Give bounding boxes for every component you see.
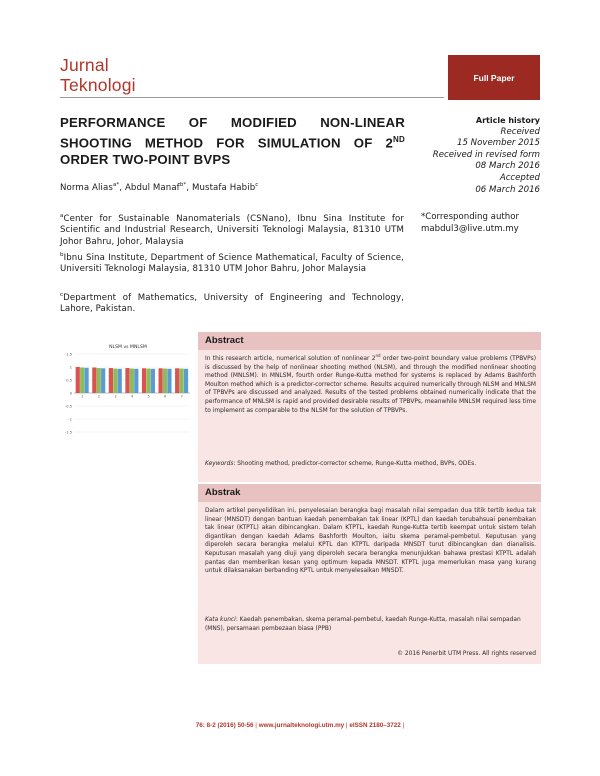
affiliation-mark: a — [60, 213, 64, 219]
chart-y-tick-label: 0 — [69, 391, 72, 396]
chart-x-tick-label: 5 — [147, 394, 150, 399]
chart-bar — [175, 368, 179, 393]
chart-x-tick-label: 7 — [180, 394, 183, 399]
footer-website[interactable]: www.jurnalteknologi.utm.my — [258, 722, 345, 729]
affiliation-mark: c — [60, 292, 64, 298]
chart-bar — [130, 369, 134, 393]
footer-issn: eISSN 2180–3722 — [349, 722, 401, 729]
journal-name-line1: Jurnal — [60, 55, 109, 75]
page-footer: 76: 8-2 (2016) 50-56 | www.jurnalteknologi.utm.my | eISSN 2180–3722 | — [195, 722, 405, 729]
affiliation-mark: b — [60, 252, 64, 258]
affiliation — [60, 290, 404, 316]
author-mark: a* — [112, 182, 120, 188]
chart-bar — [163, 369, 167, 393]
chart-bar — [113, 369, 117, 393]
abstrak-heading: Abstrak — [205, 487, 241, 498]
chart-bar — [159, 368, 163, 393]
affiliation-text: Center for Sustainable Nanomaterials (CSNano), Ibnu Sina Institute for Scientific and Industrial Research, Universiti Teknologi Malaysia, 81310 UTM Johor Bahru, Johor, Malaysia — [60, 213, 404, 248]
received-label: Received — [500, 126, 540, 137]
abstrak-header — [198, 484, 541, 502]
title-superscript: ND — [393, 135, 405, 144]
accepted-date: 06 March 2016 — [475, 184, 540, 195]
chart-bar — [125, 368, 129, 393]
abstract-superscript: nd — [375, 353, 381, 358]
header-divider — [60, 97, 444, 98]
author-mark: b* — [179, 182, 187, 188]
chart-bar — [142, 368, 146, 393]
received-date: 15 November 2015 — [457, 138, 540, 149]
keywords-text: : Shooting method, predictor-corrector scheme, Runge-Kutta method, BVPs, ODEs. — [233, 461, 477, 467]
chart-x-tick-label: 2 — [97, 394, 100, 399]
chart-bar — [80, 368, 84, 393]
chart-bar — [167, 369, 171, 393]
corresponding-email[interactable]: mabdul3@live.utm.my — [421, 223, 519, 234]
revised-label: Received in revised form — [432, 149, 540, 160]
chart-bar — [101, 368, 105, 393]
accepted-label: Accepted — [499, 172, 540, 183]
chart-y-tick-label: 1.5 — [66, 352, 72, 357]
affiliation-text: Department of Mathematics, University of Engineering and Technology, Lahore, Pakistan. — [60, 292, 404, 315]
chart-y-tick-label: -0.5 — [64, 404, 72, 409]
chart-x-tick-label: 1 — [81, 394, 84, 399]
chart-bar — [146, 369, 150, 393]
keywords-label: Keywords — [205, 461, 234, 467]
paper-title — [60, 114, 405, 168]
abstract-text-part2: order two-point boundary value problems (TPBVPs) is discussed by the help of nonlinear shooting method (NLSM), and through the modified nonlinear shooting method (MNLSM). In MNLSM, fourth order Runge-Kutta method for systems is replaced by Adams Bashforth Moulton method which is a predictor-corrector scheme. Results acquired numerically through NLSM and MNLSM of TPBVPs are discussed and analyzed. Results of the tested problems obtained numerically indicate that the performance of MNLSM is rapid and provided desirable results of TPBVPs, meanwhile MNLSM required less time to implement as comparable to the NLSM for the solution of TPBVPs. — [205, 355, 536, 414]
title-main: PERFORMANCE OF MODIFIED NON-LINEAR SHOOTING METHOD FOR SIMULATION OF 2 — [60, 115, 405, 151]
abstract-header — [198, 332, 541, 350]
chart-x-tick-label: 6 — [164, 394, 167, 399]
chart-y-tick-label: -1 — [68, 417, 72, 422]
chart-y-tick-label: 1 — [69, 365, 72, 370]
chart-x-tick-label: 3 — [114, 394, 117, 399]
journal-name — [60, 55, 136, 95]
abstract-text-part1: In this research article, numerical solution of nonlinear 2 — [205, 355, 376, 362]
chart-title: NLSM vs MNLSM — [109, 345, 147, 350]
abstract-keywords — [205, 460, 536, 469]
chart-bar — [151, 369, 155, 393]
corresponding-author — [421, 212, 546, 235]
chart-y-tick-label: -1.5 — [64, 430, 72, 435]
corresponding-label: *Corresponding author — [421, 212, 520, 222]
author-name: Abdul Manaf — [124, 182, 180, 193]
graphical-abstract-chart — [60, 340, 196, 440]
article-history — [400, 115, 540, 196]
history-heading: Article history — [475, 116, 540, 125]
footer-citation: 76: 8-2 (2016) 50-56 — [195, 722, 254, 729]
chart-y-tick-label: 0.5 — [66, 378, 72, 383]
kata-kunci-label: Kata kunci — [205, 617, 236, 623]
author-name: Norma Alias — [60, 182, 113, 193]
chart-bar — [109, 368, 113, 393]
copyright-notice: © 2016 Penerbit UTM Press. All rights reserved — [397, 651, 536, 657]
kata-kunci-text: : Kaedah penembakan, skema peramal-pembetul, kaedah Runge-Kutta, masalah nilai sempadan (MNS), persamaan pembezaan biasa (PPB) — [205, 617, 521, 632]
chart-x-tick-label: 4 — [130, 394, 134, 399]
chart-bar — [97, 368, 101, 393]
affiliation — [60, 250, 404, 276]
abstrak-keywords — [205, 616, 536, 633]
affiliation-text: Ibnu Sina Institute, Department of Science Mathematical, Faculty of Science, Universiti Teknologi Malaysia, 81310 UTM Johor Bahru, Johor Malaysia — [60, 252, 404, 275]
author-name: Mustafa Habib — [191, 182, 256, 193]
paper-type-badge: Full Paper — [448, 55, 540, 100]
affiliation — [60, 211, 404, 249]
chart-bar — [92, 368, 96, 393]
abstrak-text: Dalam artikel penyelidikan ini, penyelesaian berangka bagi masalah nilai sempadan dua titik tertib kedua tak linear (MNSDT) dengan bantuan kaedah penembakan tak linear (KPTL) dan kaedah terubahsuai penembakan tak linear (KTPTL) akan dibincangkan. Dalam KTPTL, kaedah Runge-Kutta tertib keempat untuk sistem telah digantikan dengan kaedah Adams Bashforth Moulton, iaitu skema peramal-pembetul. Keputusan yang diperoleh secara berangka melalui KPTL dan KTPTL daripada MNSDT turut dibincangkan dan dianalisis. Keputusan masalah yang diuji yang diperoleh secara berangka menunjukkan bahawa prestasi KTPTL adalah pantas dan memberikan kesan yang optimum kepada MNSDT. KTPTL juga memerlukan masa yang kurang untuk dilaksanakan berbanding KPTL untuk menyelesaikan MNSDT. — [205, 508, 536, 575]
chart-bar — [134, 369, 138, 393]
abstract-heading: Abstract — [205, 335, 244, 346]
chart-bar — [118, 369, 122, 393]
author-mark: c — [255, 182, 259, 188]
authors-line: Norma Alias$^{a*}$, Abdul Manaf$^{b*}$, Mustafa Habib$^c$ — [60, 182, 259, 193]
journal-name-line2: Teknologi — [60, 75, 136, 95]
chart-bar — [84, 368, 88, 393]
revised-date: 08 March 2016 — [475, 161, 540, 172]
chart-bar — [76, 367, 80, 393]
chart-bar — [180, 369, 184, 393]
abstract-text — [205, 352, 536, 415]
title-end: ORDER TWO-POINT BVPS — [60, 152, 231, 168]
chart-bar — [184, 369, 188, 393]
